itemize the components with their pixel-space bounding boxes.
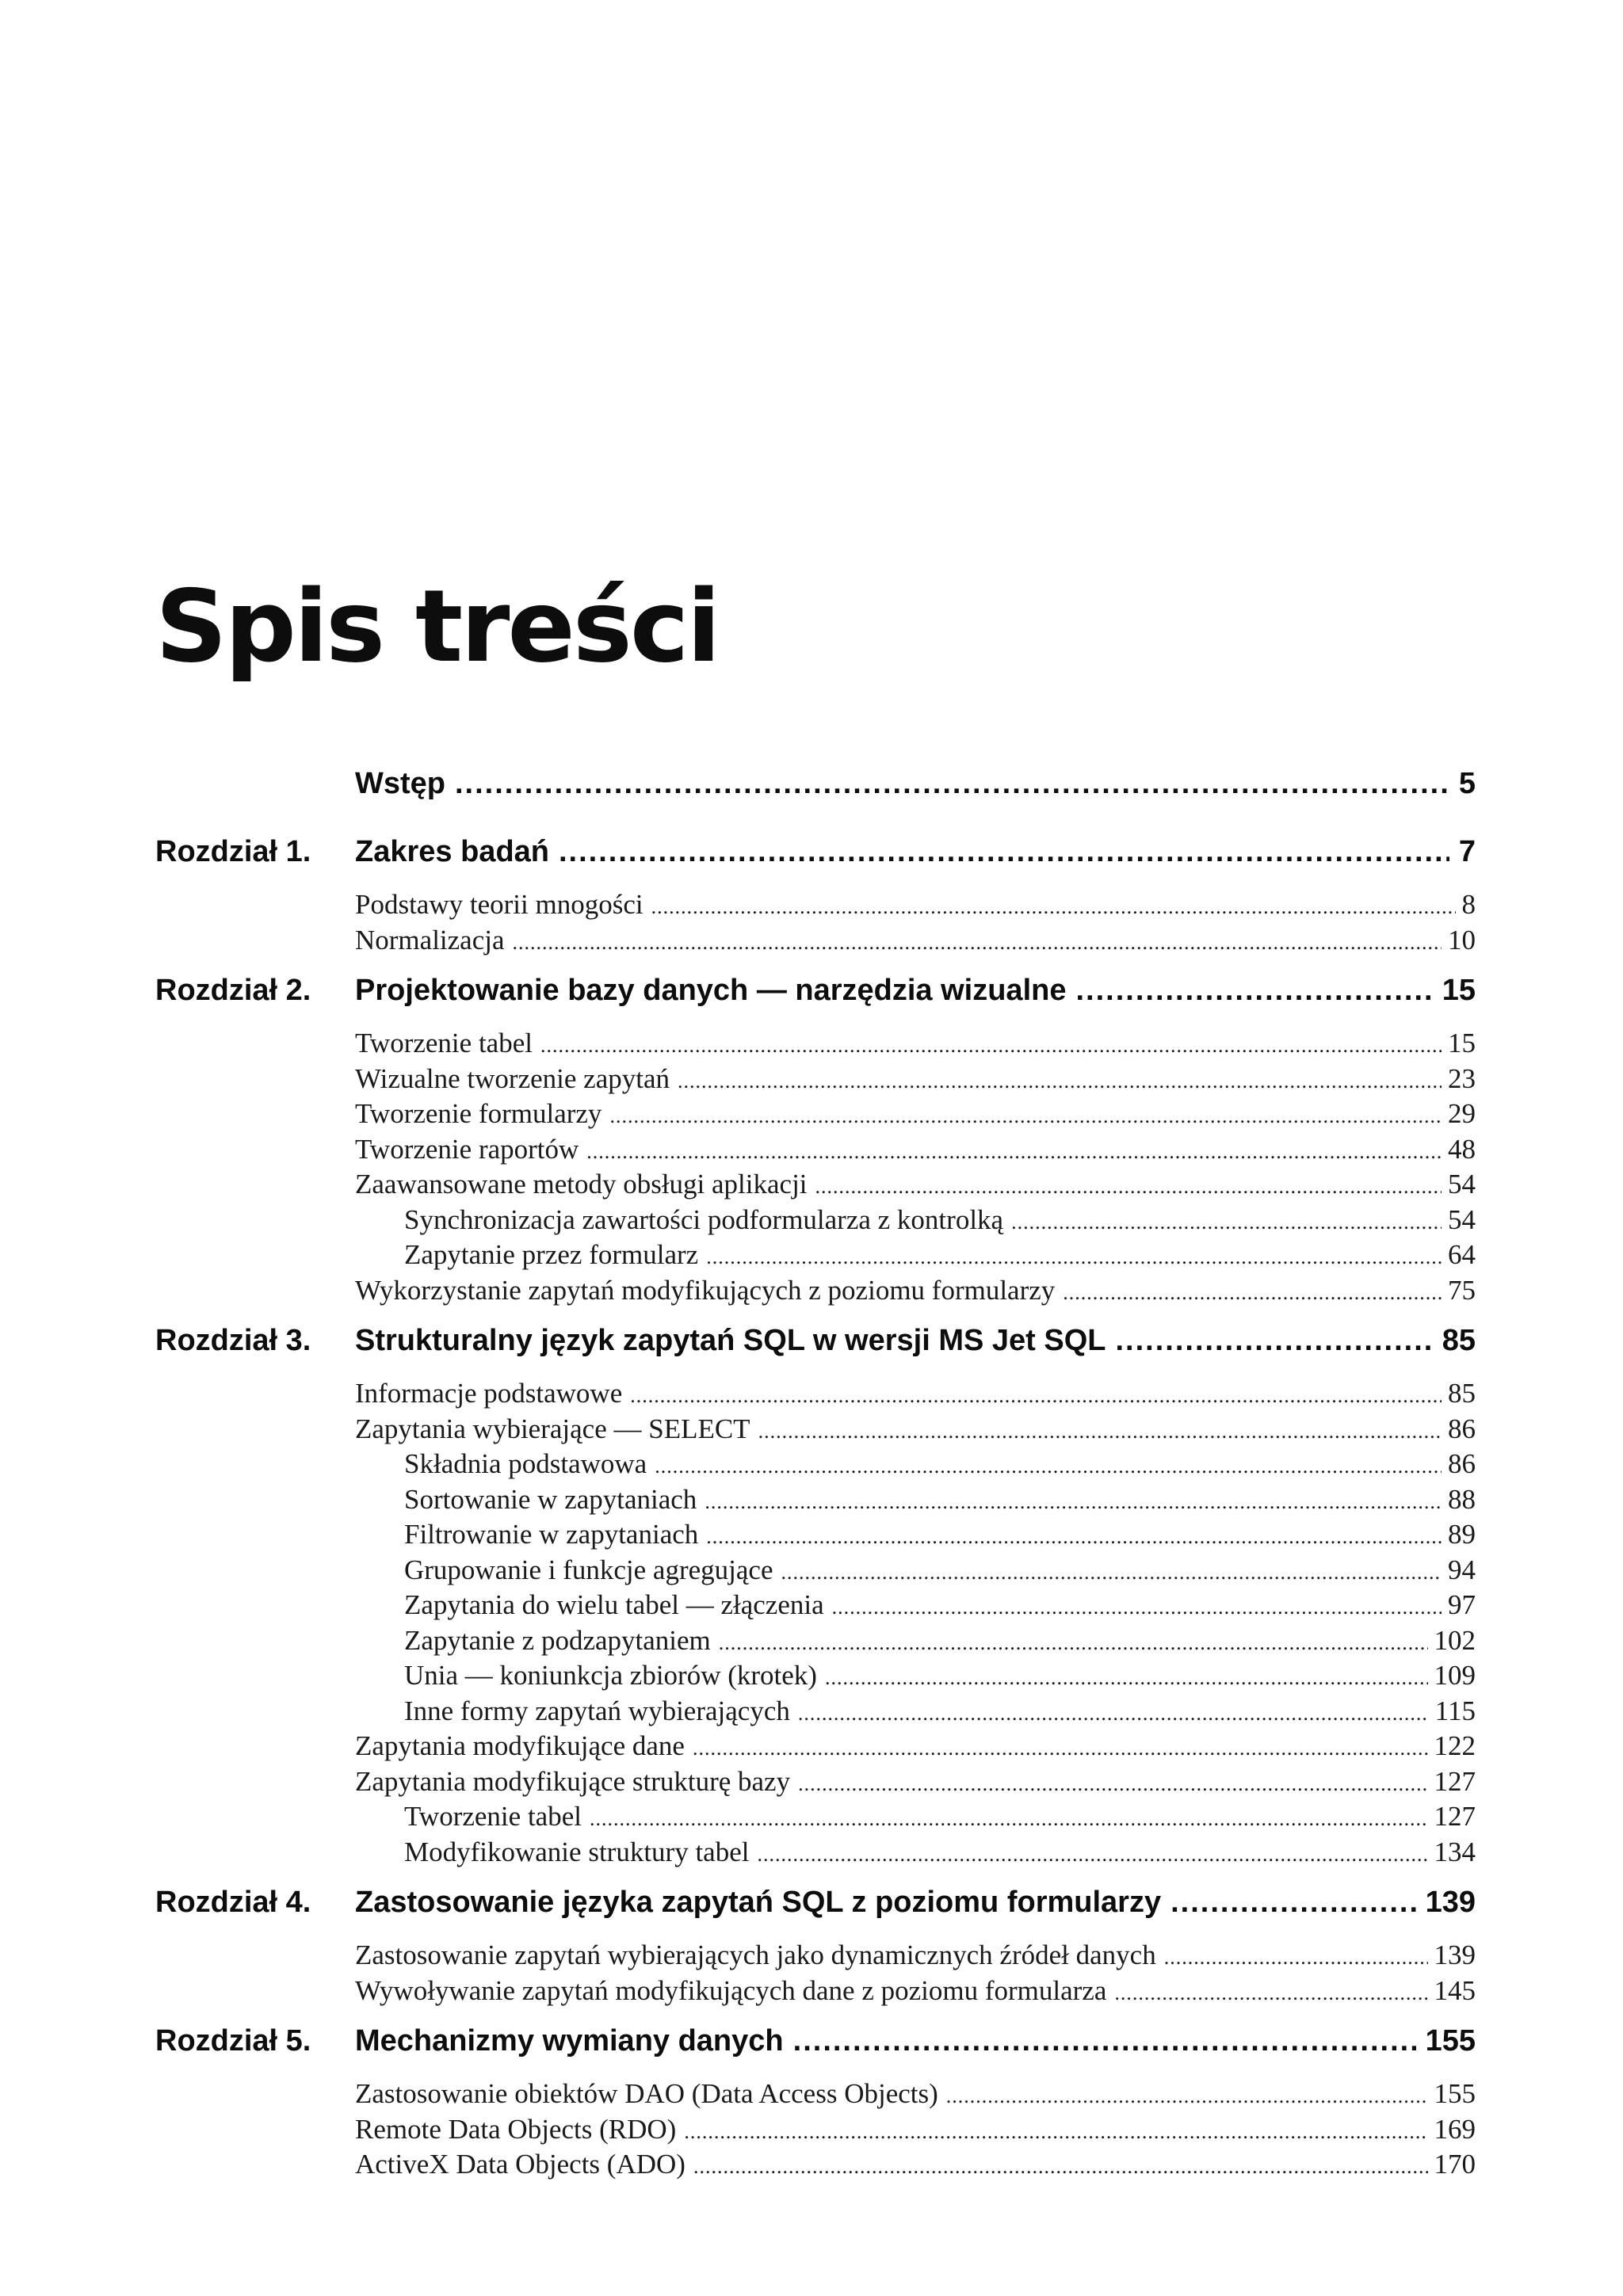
chapter-number: Rozdział 1. (155, 835, 311, 868)
toc-section-entry[interactable] (355, 1063, 1476, 1099)
dot-leader (678, 1070, 1442, 1093)
entry-title: Wykorzystanie zapytań modyfikujących z poziomu formularzy (355, 1274, 1056, 1306)
dot-leader (793, 2024, 1416, 2058)
entry-title: Wizualne tworzenie zapytań (355, 1062, 670, 1094)
toc-chapter (155, 1324, 1476, 1871)
dot-leader (798, 1702, 1429, 1726)
section-list (355, 889, 1476, 959)
dot-leader (706, 1245, 1442, 1269)
chapter-title: Wstęp (355, 767, 445, 800)
chapter-number: Rozdział 2. (155, 974, 311, 1007)
dot-leader (798, 1772, 1427, 1796)
dot-leader (758, 1420, 1442, 1444)
entry-title: Normalizacja (355, 924, 505, 955)
chapter-title: Zakres badań (355, 835, 549, 868)
section-list (355, 1939, 1476, 2010)
entry-title: Synchronizacja zawartości podformularza z kontrolką (404, 1203, 1004, 1235)
dot-leader (693, 2155, 1428, 2179)
toc-section-entry[interactable] (355, 2078, 1476, 2114)
entry-page-number: 54 (1448, 1203, 1476, 1235)
dot-leader (540, 1034, 1442, 1058)
toc-subsection-entry[interactable] (355, 1448, 1476, 1484)
entry-title: Inne formy zapytań wybierających (404, 1695, 790, 1726)
entry-title: Sortowanie w zapytaniach (404, 1483, 697, 1515)
toc-chapter (155, 974, 1476, 1310)
dot-leader (693, 1737, 1428, 1760)
entry-page-number: 54 (1448, 1169, 1476, 1199)
toc-section-entry[interactable] (355, 1939, 1476, 1975)
dot-leader (684, 2120, 1427, 2144)
entry-page-number: 48 (1448, 1133, 1476, 1165)
chapter-page-number: 85 (1442, 1324, 1476, 1357)
dot-leader (630, 1384, 1442, 1408)
entry-page-number: 88 (1448, 1483, 1476, 1515)
entry-page-number: 75 (1448, 1274, 1476, 1306)
entry-page-number: 155 (1434, 2078, 1476, 2109)
toc-subsection-entry[interactable] (355, 1660, 1476, 1695)
chapter-page-number: 15 (1442, 974, 1476, 1007)
entry-title: Tworzenie raportów (355, 1133, 579, 1165)
entry-title: Tworzenie tabel (355, 1028, 533, 1058)
entry-title: Filtrowanie w zapytaniach (404, 1519, 699, 1550)
entry-title: Zastosowanie obiektów DAO (Data Access Objects) (355, 2078, 938, 2109)
dot-leader (586, 1140, 1442, 1164)
entry-title: Zastosowanie zapytań wybierających jako dynamicznych źródeł danych (355, 1939, 1156, 1970)
toc-section-entry[interactable] (355, 1413, 1476, 1449)
dot-leader (757, 1843, 1427, 1867)
entry-page-number: 169 (1434, 2113, 1476, 2145)
toc-subsection-entry[interactable] (355, 1836, 1476, 1872)
entry-page-number: 145 (1434, 1974, 1476, 2006)
toc-section-entry[interactable] (355, 1766, 1476, 1802)
chapter-page-number: 7 (1458, 835, 1476, 868)
dot-leader (559, 835, 1449, 869)
dot-leader (651, 895, 1456, 919)
entry-page-number: 97 (1448, 1589, 1476, 1620)
entry-title: Unia — koniunkcja zbiorów (krotek) (404, 1660, 817, 1691)
entry-title: Zapytania wybierające — SELECT (355, 1413, 750, 1444)
chapter-page-number: 5 (1458, 767, 1476, 800)
dot-leader (590, 1807, 1428, 1831)
entry-title: Zapytania modyfikujące dane (355, 1730, 685, 1761)
toc-subsection-entry[interactable] (355, 1589, 1476, 1625)
toc-subsection-entry[interactable] (355, 1554, 1476, 1590)
section-list (355, 2078, 1476, 2184)
toc-chapter (155, 2024, 1476, 2184)
toc-section-entry[interactable] (355, 1975, 1476, 2011)
toc-section-entry[interactable] (355, 1134, 1476, 1169)
chapter-heading[interactable] (155, 1324, 1476, 1378)
toc-section-entry[interactable] (355, 1098, 1476, 1134)
entry-page-number: 29 (1448, 1098, 1476, 1129)
table-of-contents (155, 767, 1476, 2184)
chapter-title: Projektowanie bazy danych — narzędzia wizualne (355, 974, 1067, 1007)
entry-page-number: 23 (1448, 1062, 1476, 1094)
entry-page-number: 10 (1448, 924, 1476, 955)
entry-page-number: 134 (1434, 1836, 1476, 1867)
entry-title: ActiveX Data Objects (ADO) (355, 2149, 685, 2180)
dot-leader (1075, 974, 1432, 1008)
chapter-number: Rozdział 3. (155, 1324, 311, 1357)
dot-leader (781, 1561, 1442, 1585)
dot-leader (1114, 1981, 1427, 2005)
entry-title: Grupowanie i funkcje agregujące (404, 1554, 773, 1585)
chapter-title: Strukturalny język zapytań SQL w wersji MS Jet SQL (355, 1324, 1106, 1357)
entry-page-number: 127 (1434, 1801, 1476, 1832)
entry-page-number: 85 (1448, 1378, 1476, 1409)
toc-section-entry[interactable] (355, 1730, 1476, 1766)
section-list (355, 1028, 1476, 1310)
toc-subsection-entry[interactable] (355, 1239, 1476, 1275)
dot-leader (513, 931, 1442, 955)
chapter-number: Rozdział 5. (155, 2024, 311, 2058)
toc-section-entry[interactable] (355, 1028, 1476, 1063)
entry-page-number: 15 (1448, 1028, 1476, 1058)
entry-page-number: 115 (1434, 1695, 1476, 1726)
toc-subsection-entry[interactable] (355, 1625, 1476, 1661)
dot-leader (455, 767, 1449, 801)
dot-leader (655, 1455, 1442, 1478)
entry-title: Modyfikowanie struktury tabel (404, 1836, 750, 1867)
dot-leader (1063, 1281, 1442, 1305)
dot-leader (825, 1666, 1428, 1690)
entry-title: Tworzenie formularzy (355, 1098, 602, 1129)
dot-leader (1011, 1211, 1442, 1234)
entry-page-number: 139 (1434, 1939, 1476, 1970)
chapter-heading[interactable] (155, 1886, 1476, 1939)
toc-section-entry[interactable] (355, 1378, 1476, 1413)
entry-title: Podstawy teorii mnogości (355, 889, 643, 920)
chapter-heading[interactable] (155, 2024, 1476, 2078)
entry-page-number: 122 (1434, 1730, 1476, 1761)
entry-page-number: 102 (1434, 1624, 1476, 1656)
toc-subsection-entry[interactable] (355, 1484, 1476, 1520)
entry-page-number: 86 (1448, 1413, 1476, 1444)
chapter-title: Zastosowanie języka zapytań SQL z poziomu formularzy (355, 1886, 1162, 1919)
toc-subsection-entry[interactable] (355, 1801, 1476, 1836)
chapter-page-number: 139 (1425, 1886, 1476, 1919)
toc-section-entry[interactable] (355, 1275, 1476, 1310)
entry-title: Zaawansowane metody obsługi aplikacji (355, 1169, 808, 1199)
dot-leader (705, 1490, 1442, 1514)
dot-leader (1164, 1946, 1428, 1970)
section-list (355, 1378, 1476, 1871)
entry-page-number: 8 (1461, 889, 1476, 920)
chapter-title: Mechanizmy wymiany danych (355, 2024, 784, 2058)
toc-chapter (155, 1886, 1476, 2010)
entry-page-number: 127 (1434, 1765, 1476, 1797)
toc-section-entry[interactable] (355, 925, 1476, 960)
dot-leader (1170, 1886, 1416, 1920)
dot-leader (706, 1525, 1442, 1549)
entry-title: Zapytanie z podzapytaniem (404, 1624, 711, 1656)
entry-page-number: 109 (1434, 1660, 1476, 1691)
dot-leader (815, 1175, 1442, 1199)
entry-title: Remote Data Objects (RDO) (355, 2113, 677, 2145)
chapter-heading[interactable] (155, 835, 1476, 889)
toc-section-entry[interactable] (355, 889, 1476, 925)
entry-title: Tworzenie tabel (404, 1801, 582, 1832)
entry-title: Informacje podstawowe (355, 1378, 623, 1409)
chapter-page-number: 155 (1425, 2024, 1476, 2058)
toc-section-entry[interactable] (355, 2149, 1476, 2184)
entry-page-number: 64 (1448, 1239, 1476, 1270)
dot-leader (832, 1596, 1442, 1619)
chapter-heading[interactable] (155, 974, 1476, 1028)
entry-page-number: 94 (1448, 1554, 1476, 1585)
page-title: Spis treści (155, 568, 719, 685)
dot-leader (946, 2084, 1428, 2108)
toc-chapter (155, 835, 1476, 959)
entry-page-number: 86 (1448, 1448, 1476, 1479)
dot-leader (1115, 1324, 1432, 1358)
entry-page-number: 170 (1434, 2149, 1476, 2180)
chapter-number: Rozdział 4. (155, 1886, 311, 1919)
toc-section-entry[interactable] (355, 2114, 1476, 2149)
entry-title: Zapytanie przez formularz (404, 1239, 699, 1270)
entry-title: Zapytania modyfikujące strukturę bazy (355, 1765, 791, 1797)
entry-title: Składnia podstawowa (404, 1448, 647, 1479)
entry-title: Zapytania do wielu tabel — złączenia (404, 1589, 824, 1620)
toc-subsection-entry[interactable] (355, 1695, 1476, 1731)
toc-section-entry[interactable] (355, 1169, 1476, 1204)
dot-leader (609, 1104, 1442, 1128)
toc-chapter (155, 767, 1476, 821)
toc-subsection-entry[interactable] (355, 1519, 1476, 1554)
entry-page-number: 89 (1448, 1519, 1476, 1550)
toc-subsection-entry[interactable] (355, 1204, 1476, 1240)
chapter-heading[interactable] (155, 767, 1476, 821)
entry-title: Wywoływanie zapytań modyfikujących dane z poziomu formularza (355, 1974, 1107, 2006)
dot-leader (719, 1631, 1428, 1655)
